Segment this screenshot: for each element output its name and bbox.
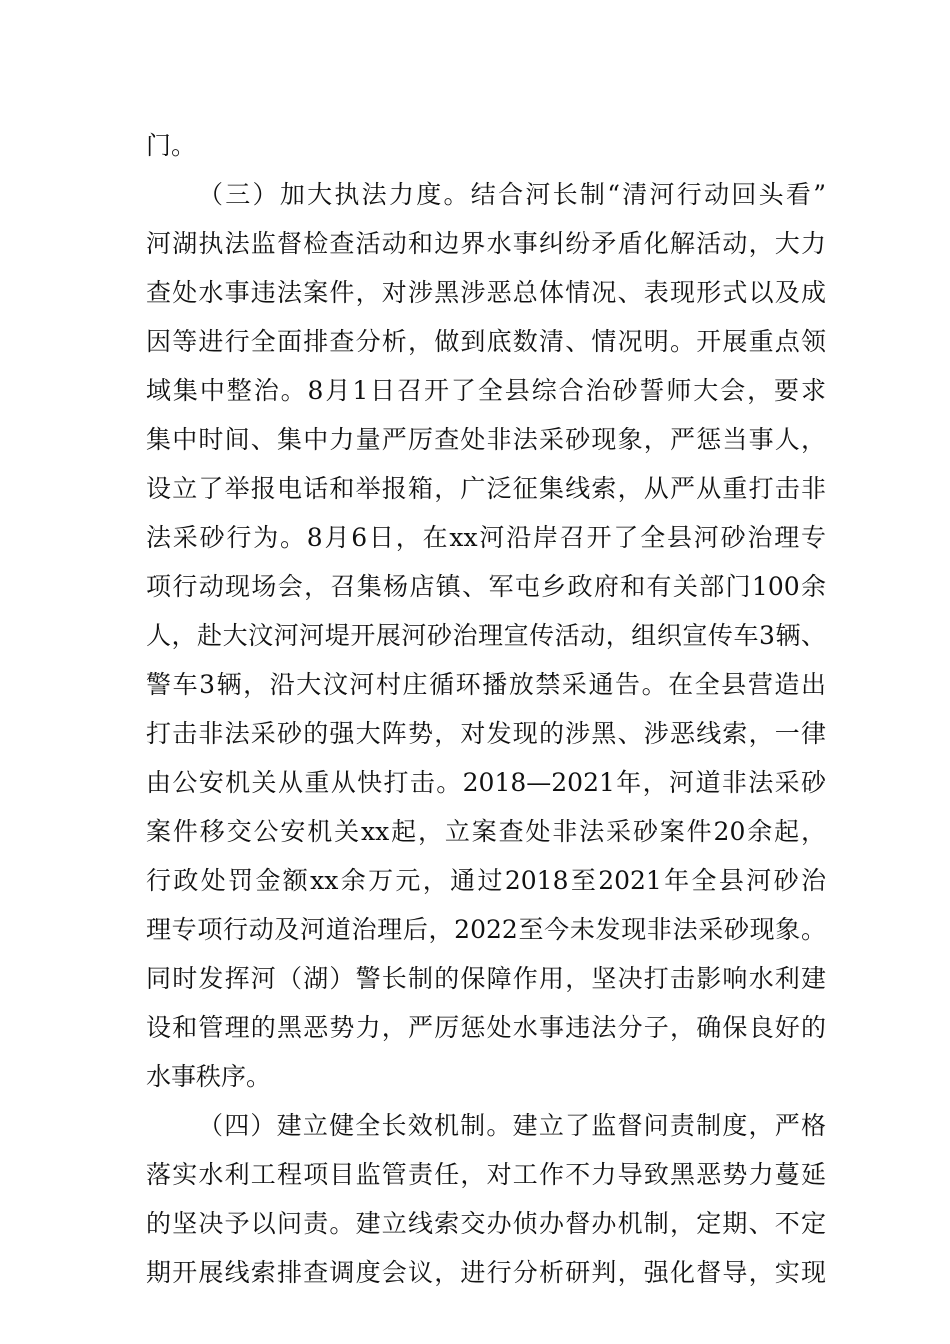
text-line: 因等进行全面排查分析，做到底数清、情况明。开展重点领 xyxy=(146,327,826,356)
text-line: 由公安机关从重从快打击。2018—2021年，河道非法采砂 xyxy=(146,768,826,797)
text-line: 警车3辆，沿大汶河村庄循环播放禁采通告。在全县营造出 xyxy=(146,670,826,699)
text-line: 的坚决予以问责。建立线索交办侦办督办机制，定期、不定 xyxy=(146,1209,826,1238)
text-line: 门。 xyxy=(146,131,197,160)
text-line: 打击非法采砂的强大阵势，对发现的涉黑、涉恶线索，一律 xyxy=(146,719,826,748)
text-line: （四）建立健全长效机制。建立了监督问责制度，严格 xyxy=(198,1111,826,1140)
text-line: 查处水事违法案件，对涉黑涉恶总体情况、表现形式以及成 xyxy=(146,278,826,307)
text-line: 设立了举报电话和举报箱，广泛征集线索，从严从重打击非 xyxy=(146,474,826,503)
text-line: 河湖执法监督检查活动和边界水事纠纷矛盾化解活动，大力 xyxy=(146,229,826,258)
text-line: 设和管理的黑恶势力，严厉惩处水事违法分子，确保良好的 xyxy=(146,1013,826,1042)
body-text xyxy=(146,121,826,1297)
text-line: 案件移交公安机关xx起，立案查处非法采砂案件20余起， xyxy=(146,817,826,846)
text-line: 水事秩序。 xyxy=(146,1062,272,1091)
text-line: 法采砂行为。8月6日，在xx河沿岸召开了全县河砂治理专 xyxy=(146,523,826,552)
text-line: 集中时间、集中力量严厉查处非法采砂现象，严惩当事人， xyxy=(146,425,826,454)
text-line: 落实水利工程项目监管责任，对工作不力导致黑恶势力蔓延 xyxy=(146,1160,826,1189)
text-line: 理专项行动及河道治理后，2022至今未发现非法采砂现象。 xyxy=(146,915,826,944)
text-line: 期开展线索排查调度会议，进行分析研判，强化督导，实现 xyxy=(146,1258,826,1287)
text-line: 域集中整治。8月1日召开了全县综合治砂誓师大会，要求 xyxy=(146,376,826,405)
text-line: （三）加大执法力度。结合河长制“清河行动回头看” xyxy=(198,180,826,209)
text-line: 人，赴大汶河河堤开展河砂治理宣传活动，组织宣传车3辆、 xyxy=(146,621,826,650)
text-line: 项行动现场会，召集杨店镇、军屯乡政府和有关部门100余 xyxy=(146,572,826,601)
text-line: 同时发挥河（湖）警长制的保障作用，坚决打击影响水利建 xyxy=(146,964,826,993)
text-line: 行政处罚金额xx余万元，通过2018至2021年全县河砂治 xyxy=(146,866,826,895)
